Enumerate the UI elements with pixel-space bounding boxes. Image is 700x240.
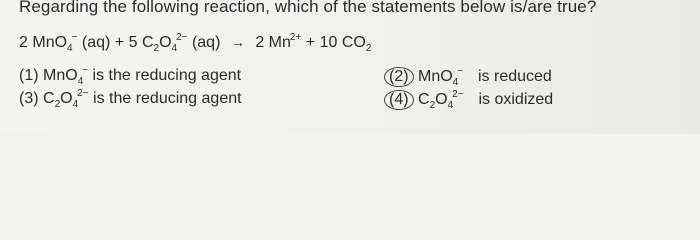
option-species: $C_2O_4^{2-}$	[418, 89, 464, 111]
coefficient: 10	[319, 34, 338, 51]
option-text: is reduced	[478, 68, 552, 85]
option-number: (2)	[384, 67, 414, 87]
carbon-dioxide: $CO_2$	[341, 34, 372, 54]
option-number: (1)	[19, 67, 39, 84]
plus-sign: +	[305, 34, 316, 51]
option-text: is oxidized	[478, 91, 554, 108]
reaction-equation	[19, 34, 371, 52]
plus-sign: +	[114, 34, 125, 51]
option-1	[19, 67, 241, 85]
manganese-ion: $Mn^{2+}$	[268, 32, 302, 51]
state-label: (aq)	[81, 34, 111, 51]
option-number: (4)	[384, 90, 414, 110]
question-text: Regarding the following reaction, which of the statements below is/are true?	[19, 0, 597, 16]
permanganate-ion: MnO$_4$−	[32, 32, 78, 54]
option-species: MnO$_4$−	[418, 66, 464, 88]
option-3	[19, 90, 242, 108]
option-text: is the reducing agent	[93, 90, 242, 107]
option-text: is the reducing agent	[92, 67, 242, 84]
coefficient: 5	[128, 34, 138, 51]
state-label: (aq)	[191, 34, 221, 51]
coefficient: 2	[19, 34, 28, 51]
option-species: MnO$_4$−	[43, 65, 89, 87]
option-number: (3)	[19, 90, 39, 107]
coefficient: 2	[255, 34, 265, 51]
oxalate-ion: $C_2O_4^{2-}$	[141, 32, 188, 54]
option-species: $C_2O_4^{2-}$	[43, 88, 89, 110]
reaction-arrow: →	[230, 34, 245, 50]
option-4	[384, 90, 553, 110]
option-2	[384, 67, 552, 87]
